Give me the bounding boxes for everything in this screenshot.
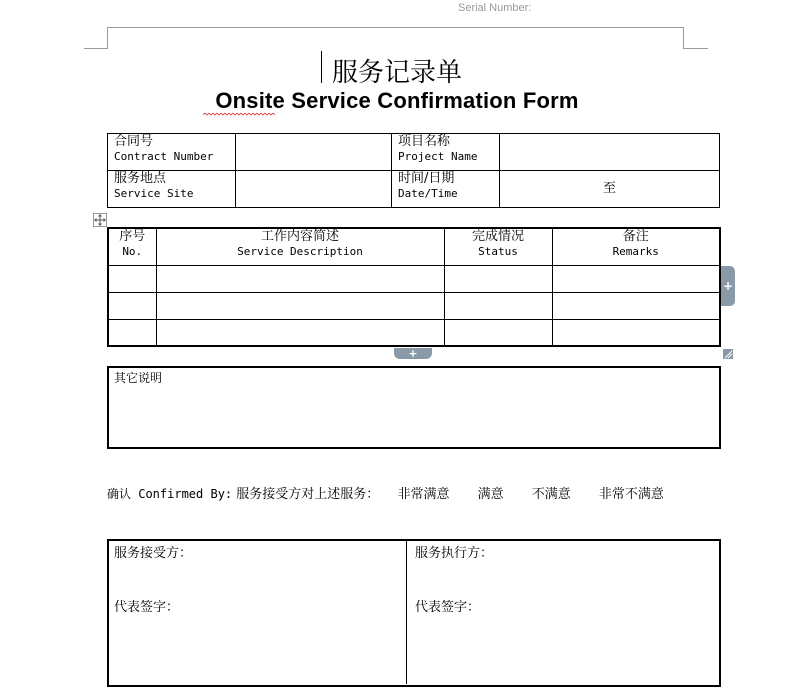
spellcheck-underline (203, 113, 275, 116)
header-description-cell (156, 228, 444, 265)
header-remarks-cn: 备注 (622, 229, 649, 244)
header-description-cn: 工作内容简述 (260, 229, 339, 244)
header-guide-left-v (107, 27, 108, 49)
confirmation-line (107, 484, 707, 505)
page-title-en[interactable]: Onsite Service Confirmation Form (215, 88, 579, 113)
table-row (108, 319, 720, 346)
site-label-cn: 服务地点 (114, 171, 167, 186)
option-very-unsatisfied[interactable]: 非常不满意 (598, 487, 664, 502)
table-resize-handle-icon[interactable] (723, 349, 733, 359)
header-status-en: Status (478, 245, 518, 258)
datetime-label-en: Date/Time (398, 187, 458, 200)
header-remarks-cell (552, 228, 720, 265)
table-cell[interactable] (552, 319, 720, 346)
add-column-button[interactable]: + (721, 266, 735, 306)
receiver-label: 服务接受方： (114, 546, 193, 561)
site-label-en: Service Site (114, 187, 194, 200)
table-cell[interactable] (552, 265, 720, 292)
table-cell[interactable] (108, 319, 156, 346)
date-to-text: 至 (602, 181, 616, 196)
datetime-label-cell (392, 171, 500, 208)
table-cell[interactable] (444, 292, 552, 319)
header-no-en: No. (122, 245, 143, 258)
table-cell[interactable] (156, 265, 444, 292)
datetime-value-cell[interactable] (500, 171, 720, 208)
page-title-cn[interactable]: 服务记录单 (331, 58, 462, 88)
project-value-cell[interactable] (500, 134, 720, 171)
table-cell[interactable] (444, 265, 552, 292)
header-no-cell (108, 228, 156, 265)
table-cell[interactable] (108, 265, 156, 292)
add-row-button[interactable]: + (394, 348, 432, 359)
header-guide-left-h (84, 48, 107, 49)
info-table (107, 133, 720, 208)
confirm-prefix: 确认 Confirmed By: (107, 487, 233, 501)
table-cell[interactable] (108, 292, 156, 319)
executor-rep-sign-label: 代表签字： (415, 600, 481, 615)
signature-divider (406, 540, 407, 684)
receiver-rep-sign-label: 代表签字： (114, 600, 180, 615)
service-table (107, 227, 721, 347)
site-label-cell (108, 171, 236, 208)
table-cell[interactable] (552, 292, 720, 319)
contract-value-cell[interactable] (236, 134, 392, 171)
table-move-handle-icon[interactable] (93, 213, 107, 227)
project-label-en: Project Name (398, 150, 478, 163)
table-row (108, 292, 720, 319)
site-value-cell[interactable] (236, 171, 392, 208)
header-status-cn: 完成情况 (471, 229, 524, 244)
header-description-en: Service Description (237, 245, 363, 258)
header-no-cn: 序号 (119, 229, 146, 244)
other-notes-box[interactable] (107, 366, 721, 449)
signature-box (107, 539, 721, 687)
option-very-satisfied[interactable]: 非常满意 (397, 487, 450, 502)
table-cell[interactable] (444, 319, 552, 346)
table-cell[interactable] (156, 319, 444, 346)
header-remarks-en: Remarks (612, 245, 659, 258)
table-cell[interactable] (156, 292, 444, 319)
project-label-cell (392, 134, 500, 171)
confirm-statement: 服务接受方对上述服务： (236, 487, 380, 502)
table-row (108, 265, 720, 292)
other-notes-label: 其它说明 (114, 371, 163, 385)
option-satisfied[interactable]: 满意 (477, 487, 504, 502)
contract-label-cell (108, 134, 236, 171)
option-unsatisfied[interactable]: 不满意 (531, 487, 571, 502)
serial-number-label: Serial Number: (458, 2, 532, 14)
text-cursor (321, 51, 322, 83)
executor-label: 服务执行方： (415, 546, 494, 561)
header-guide-right-v (683, 27, 684, 49)
datetime-label-cn: 时间/日期 (398, 171, 455, 186)
contract-label-en: Contract Number (114, 150, 214, 163)
header-guide-top (107, 27, 684, 28)
project-label-cn: 项目名称 (398, 134, 451, 149)
header-guide-right-h (683, 48, 708, 49)
header-status-cell (444, 228, 552, 265)
contract-label-cn: 合同号 (114, 134, 154, 149)
